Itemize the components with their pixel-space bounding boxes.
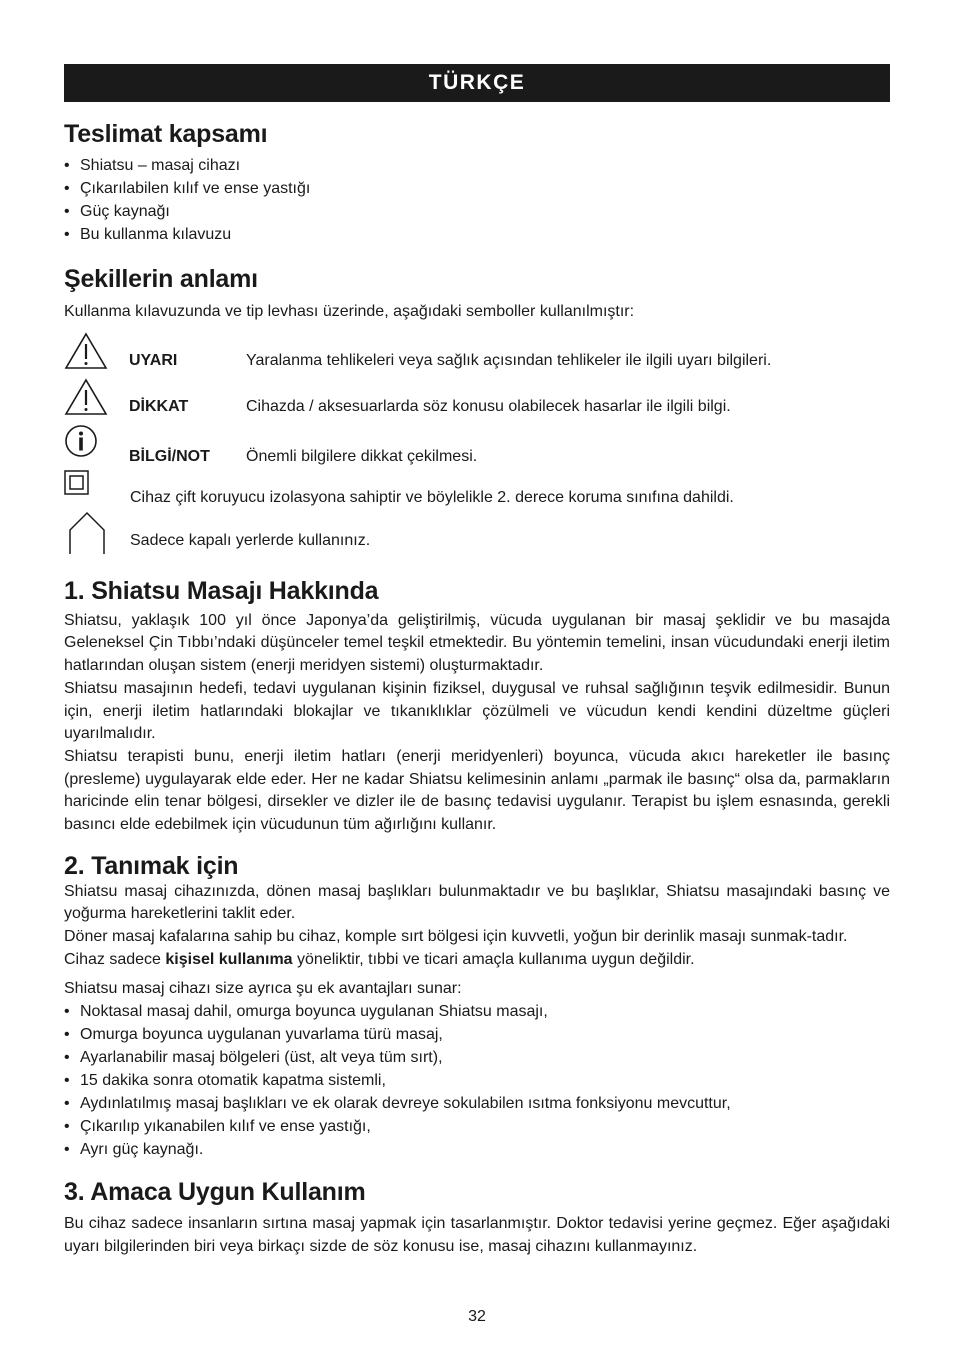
section2-body (64, 881, 890, 1162)
paragraph: Bu cihaz sadece insanların sırtına masaj yapmak için tasarlanmıştır. Doktor tedavisi yerine geçmez. Eğer aşağıdaki uyarı bilgilerinden biri veya birkaçı sizde de söz konusu ise, masaj cihazını kullanmayınız. (64, 1215, 890, 1255)
paragraph: Shiatsu terapisti bunu, enerji iletim hatları (enerji meridyenleri) boyunca, vücuda akıcı hareketler ile basınç (presleme) uygulayarak elde eder. Her ne kadar Shiatsu kelimesinin anlamı „parmak ile basınç“ olsa da, parmakların haricinde elin tenar bölgesi, dirsekler ve dizler ile de basınç tedavisi uygulanır. Terapist bu işlem esnasında, gerekli basıncı elde edebilmek için vücudunun tüm ağırlığını kullanır. (64, 747, 890, 834)
symbol-row-info (64, 424, 890, 464)
advantages-list (64, 1000, 890, 1161)
list-item: • Güç kaynağı (64, 200, 890, 223)
symbol-term: BİLGİ/NOT (129, 447, 210, 465)
info-circle-icon (64, 424, 100, 460)
symbol-row-indoor (64, 510, 890, 556)
language-header: TÜRKÇE (64, 64, 890, 102)
paragraph (64, 949, 890, 972)
emphasis: kişisel kullanıma (165, 950, 293, 968)
section1-body (64, 610, 890, 837)
symbol-description: Önemli bilgilere dikkat çekilmesi. (246, 447, 478, 465)
paragraph: Döner masaj kafalarına sahip bu cihaz, komple sırt bölgesi için kuvvetli, yoğun bir derinlik masajı sunmak-tadır. (64, 928, 848, 946)
symbol-row-warning (64, 330, 890, 370)
list-item: • Bu kullanma kılavuzu (64, 223, 890, 246)
symbol-term: UYARI (129, 351, 178, 369)
section3-title: 3. Amaca Uygun Kullanım (64, 1178, 366, 1207)
list-item: • Omurga boyunca uygulanan yuvarlama türü masaj, (64, 1023, 890, 1046)
list-item: • Çıkarılabilen kılıf ve ense yastığı (64, 177, 890, 200)
warning-triangle-icon (64, 332, 108, 370)
list-item: • 15 dakika sonra otomatik kapatma sistemli, (64, 1069, 890, 1092)
indoor-house-icon (64, 510, 110, 556)
symbol-term: DİKKAT (129, 397, 189, 415)
list-item: • Çıkarılıp yıkanabilen kılıf ve ense yastığı, (64, 1115, 890, 1138)
symbol-description: Yaralanma tehlikeleri veya sağlık açısından tehlikeler ile ilgili uyarı bilgileri. (246, 351, 772, 369)
list-item: • Ayarlanabilir masaj bölgeleri (üst, alt veya tüm sırt), (64, 1046, 890, 1069)
caution-triangle-icon (64, 378, 108, 416)
list-item: • Aydınlatılmış masaj başlıkları ve ek olarak devreye sokulabilen ısıtma fonksiyonu mevcuttur, (64, 1092, 890, 1115)
symbol-row-insulation (64, 470, 890, 510)
symbol-row-caution (64, 376, 890, 416)
paragraph: Shiatsu, yaklaşık 100 yıl önce Japonya’da geliştirilmiş, vücuda uygulanan bir masaj şeklidir ve bu masajda Geleneksel Çin Tıbbı’ndaki düşünceler temel teşkil etmektedir. Bu yöntemin temelini, insan vücudundaki enerji iletim hatlarından oluşan sistem (enerji meridyen sistemi) oluşturmaktadır. (64, 611, 890, 675)
symbol-description: Sadece kapalı yerlerde kullanınız. (130, 531, 371, 549)
list-item: • Shiatsu – masaj cihazı (64, 154, 890, 177)
list-item: • Ayrı güç kaynağı. (64, 1138, 890, 1161)
paragraph: Shiatsu masajının hedefi, tedavi uygulanan kişinin fiziksel, duygusal ve ruhsal sağlığının teşvik edilmesidir. Bunun için, enerji iletim hatlarındaki blokajlar ve tıkanıklıklar çözülmeli ve vücudun kendi kendini düzeltme güçleri uyarılmalıdır. (64, 679, 890, 743)
symbols-table (64, 330, 890, 558)
symbols-intro: Kullanma kılavuzunda ve tip levhası üzerinde, aşağıdaki semboller kullanılmıştır: (64, 303, 635, 320)
delivery-title: Teslimat kapsamı (64, 120, 268, 148)
double-insulation-icon (64, 470, 90, 496)
text-run: yöneliktir, tıbbi ve ticari amaçla kullanıma uygun değildir. (292, 950, 695, 968)
text-run: Cihaz sadece (64, 950, 166, 968)
section2-title: 2. Tanımak için (64, 851, 239, 880)
section1-title: 1. Shiatsu Masajı Hakkında (64, 576, 379, 605)
symbol-description: Cihaz çift koruyucu izolasyona sahiptir ve böylelikle 2. derece koruma sınıfına dahildi. (130, 488, 734, 506)
symbols-title: Şekillerin anlamı (64, 265, 258, 293)
delivery-list (64, 154, 890, 246)
page-number: 32 (468, 1308, 486, 1325)
symbol-description: Cihazda / aksesuarlarda söz konusu olabilecek hasarlar ile ilgili bilgi. (246, 397, 731, 415)
paragraph: Shiatsu masaj cihazınızda, dönen masaj başlıkları bulunmaktadır ve bu başlıklar, Shiatsu masajındaki basınç ve yoğurma hareketlerini taklit eder. (64, 882, 890, 923)
list-item: • Noktasal masaj dahil, omurga boyunca uygulanan Shiatsu masajı, (64, 1000, 890, 1023)
manual-page (64, 64, 890, 1259)
advantages-intro: Shiatsu masaj cihazı size ayrıca şu ek avantajları sunar: (64, 979, 462, 997)
